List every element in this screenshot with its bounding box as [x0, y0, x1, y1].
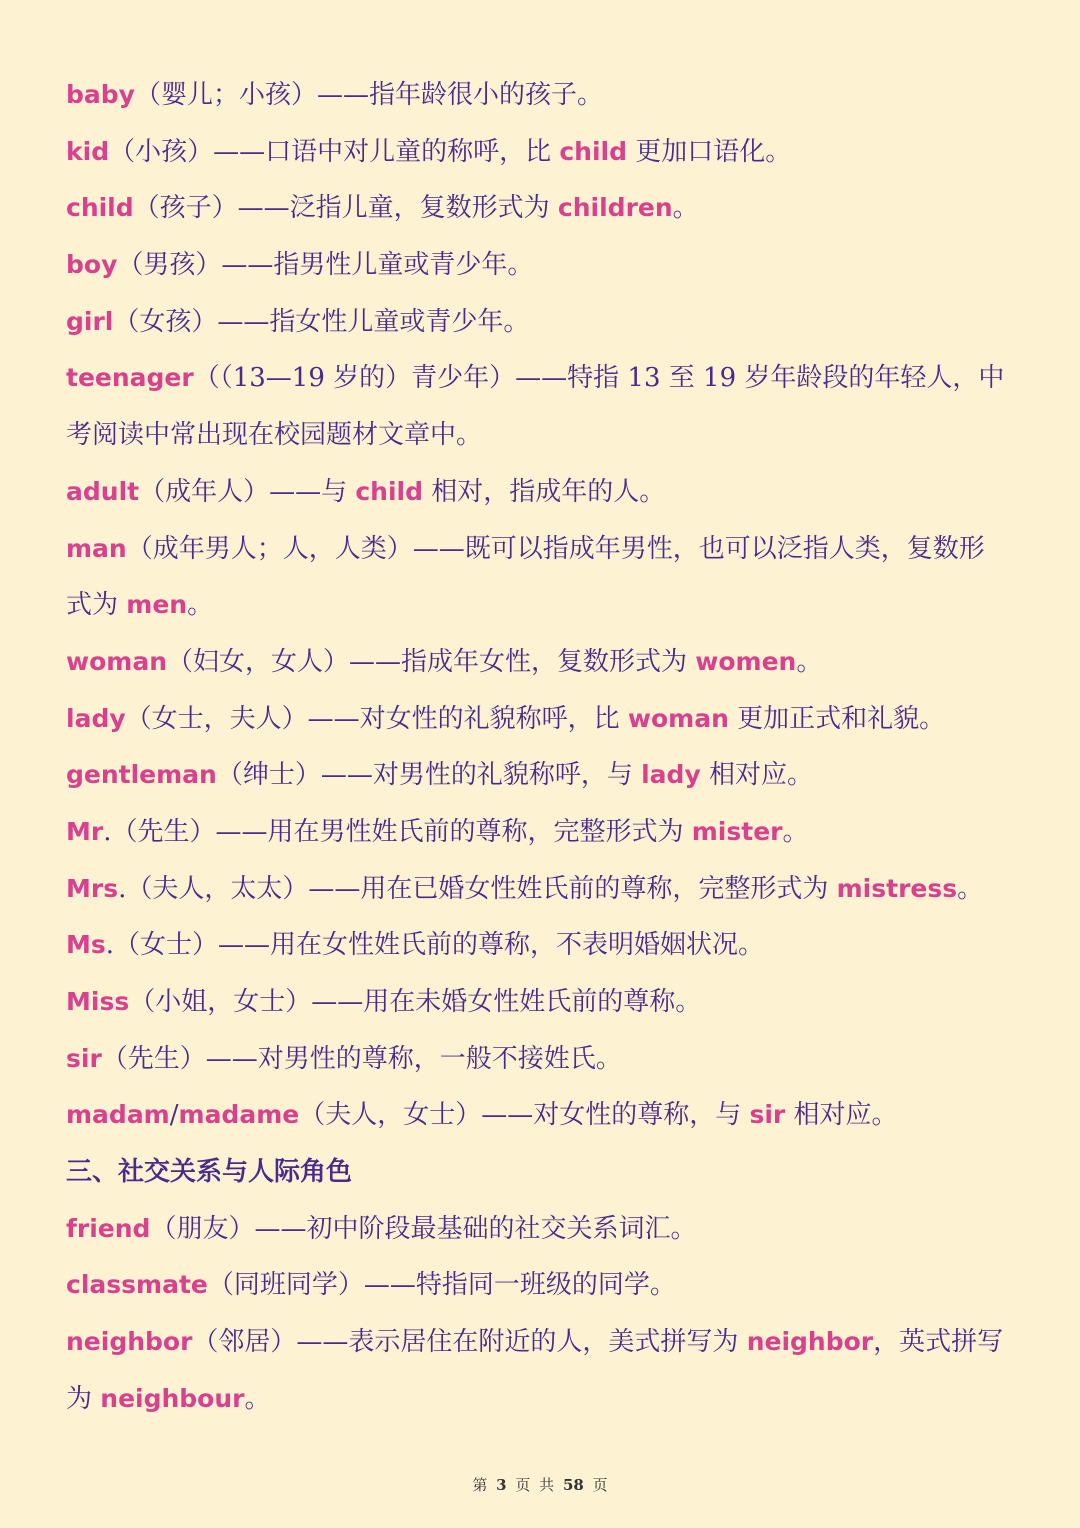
english-keyword: Ms: [66, 930, 106, 960]
chinese-text: （男孩）——指男性儿童或青少年。: [117, 250, 534, 281]
text-line: [66, 407, 1016, 464]
text-line: [66, 861, 1016, 918]
chinese-text: 。: [244, 1383, 271, 1414]
english-keyword: Mr: [66, 816, 104, 846]
text-line: [66, 521, 1016, 578]
text-line: [66, 577, 1016, 634]
english-keyword: gentleman: [66, 760, 217, 790]
english-keyword: child: [66, 193, 134, 223]
chinese-text: 相对，指成年的人。: [423, 476, 666, 507]
chinese-text: 。: [187, 590, 214, 621]
footer-ye-2: 页: [592, 1476, 608, 1494]
chinese-text: .（女士）——用在女性姓氏前的尊称，不表明婚姻状况。: [105, 930, 765, 961]
chinese-text: （女孩）——指女性儿童或青少年。: [113, 306, 530, 337]
chinese-text: （朋友）——初中阶段最基础的社交关系词汇。: [150, 1213, 697, 1244]
english-keyword: man: [66, 533, 127, 563]
english-keyword: neighbor: [746, 1327, 874, 1357]
chinese-text: （成年人）——与: [139, 476, 356, 507]
chinese-text: 。: [782, 816, 809, 847]
text-line: [66, 237, 1016, 294]
text-line: [66, 464, 1016, 521]
total-pages-number: 58: [562, 1476, 584, 1494]
english-keyword: children: [557, 193, 673, 223]
english-keyword: lady: [641, 760, 701, 790]
chinese-text: 。: [957, 873, 984, 904]
chinese-text: /: [169, 1100, 179, 1131]
chinese-text: 更加口语化。: [627, 136, 792, 167]
section-heading-text: 三、社交关系与人际角色: [66, 1157, 353, 1188]
chinese-text: （小孩）——口语中对儿童的称呼，比: [109, 136, 560, 167]
footer-ye: 页: [515, 1476, 531, 1494]
english-keyword: women: [695, 646, 797, 676]
text-line: [66, 1257, 1016, 1314]
text-line: [66, 804, 1016, 861]
english-keyword: Miss: [66, 987, 130, 1016]
chinese-text: （（13—19 岁的）青少年）——特指 13 至 19 岁年龄段的年轻人，中: [193, 363, 1005, 394]
footer-gong: 共: [539, 1476, 555, 1494]
english-keyword: Mrs: [66, 873, 119, 903]
chinese-text: （婴儿；小孩）——指年龄很小的孩子。: [134, 80, 603, 110]
english-keyword: friend: [66, 1213, 151, 1243]
vocabulary-list: [66, 67, 1016, 1428]
chinese-text: （成年男人；人，人类）——既可以指成年男性，也可以泛指人类，复数形: [126, 533, 985, 564]
chinese-text: 。: [796, 646, 823, 677]
current-page-number: 3: [496, 1476, 507, 1494]
text-line: [66, 124, 1016, 181]
english-keyword: sir: [66, 1043, 102, 1073]
chinese-text: 。: [672, 193, 699, 224]
text-line: [66, 974, 1016, 1031]
english-keyword: adult: [66, 476, 140, 506]
chinese-text: （邻居）——表示居住在附近的人，美式拼写为: [192, 1327, 747, 1358]
english-keyword: neighbour: [100, 1383, 245, 1413]
text-line: [66, 294, 1016, 351]
text-line: [66, 917, 1016, 974]
text-line: [66, 67, 1016, 124]
english-keyword: classmate: [66, 1270, 208, 1300]
text-line: [66, 1031, 1016, 1088]
text-line: [66, 180, 1016, 237]
chinese-text: 考阅读中常出现在校园题材文章中。: [66, 420, 483, 451]
footer-di: 第: [472, 1476, 488, 1494]
english-keyword: lady: [66, 703, 126, 733]
text-line: [66, 1371, 1016, 1428]
chinese-text: （同班同学）——特指同一班级的同学。: [207, 1270, 676, 1301]
chinese-text: 为: [66, 1383, 101, 1414]
english-keyword: kid: [66, 136, 110, 166]
chinese-text: （绅士）——对男性的礼貌称呼，与: [216, 760, 642, 791]
english-keyword: teenager: [66, 363, 194, 393]
text-line: [66, 350, 1016, 407]
page-footer: [0, 1474, 1080, 1495]
english-keyword: baby: [66, 80, 135, 109]
english-keyword: woman: [66, 646, 167, 676]
english-keyword: woman: [627, 703, 729, 733]
english-keyword: sir: [749, 1100, 786, 1130]
chinese-text: .（先生）——用在男性姓氏前的尊称，完整形式为: [103, 816, 692, 847]
chinese-text: ，英式拼写: [873, 1327, 1004, 1358]
chinese-text: .（夫人，太太）——用在已婚女性姓氏前的尊称，完整形式为: [118, 873, 837, 904]
text-line: [66, 1314, 1016, 1371]
chinese-text: （先生）——对男性的尊称，一般不接姓氏。: [101, 1043, 622, 1074]
chinese-text: （小姐，女士）——用在未婚女性姓氏前的尊称。: [129, 987, 702, 1017]
text-line: [66, 1201, 1016, 1258]
english-keyword: boy: [66, 250, 118, 280]
text-line: [66, 747, 1016, 804]
chinese-text: 更加正式和礼貌。: [728, 703, 946, 734]
chinese-text: 相对应。: [785, 1100, 898, 1131]
english-keyword: mistress: [836, 873, 958, 903]
english-keyword: mister: [691, 816, 783, 846]
chinese-text: 式为: [66, 590, 127, 621]
chinese-text: （夫人，女士）——对女性的尊称，与: [299, 1100, 750, 1131]
text-line: [66, 1087, 1016, 1144]
english-keyword: child: [355, 476, 424, 506]
english-keyword: madame: [178, 1100, 300, 1130]
chinese-text: （女士，夫人）——对女性的礼貌称呼，比: [125, 703, 628, 734]
english-keyword: neighbor: [66, 1327, 193, 1357]
section-heading: [66, 1144, 1016, 1201]
text-line: [66, 634, 1016, 691]
chinese-text: （妇女，女人）——指成年女性，复数形式为: [167, 646, 696, 677]
english-keyword: girl: [66, 306, 114, 336]
english-keyword: men: [126, 590, 188, 620]
english-keyword: child: [559, 136, 628, 166]
chinese-text: 相对应。: [700, 760, 814, 791]
chinese-text: （孩子）——泛指儿童，复数形式为: [133, 193, 558, 224]
text-line: [66, 691, 1016, 748]
english-keyword: madam: [66, 1100, 170, 1130]
